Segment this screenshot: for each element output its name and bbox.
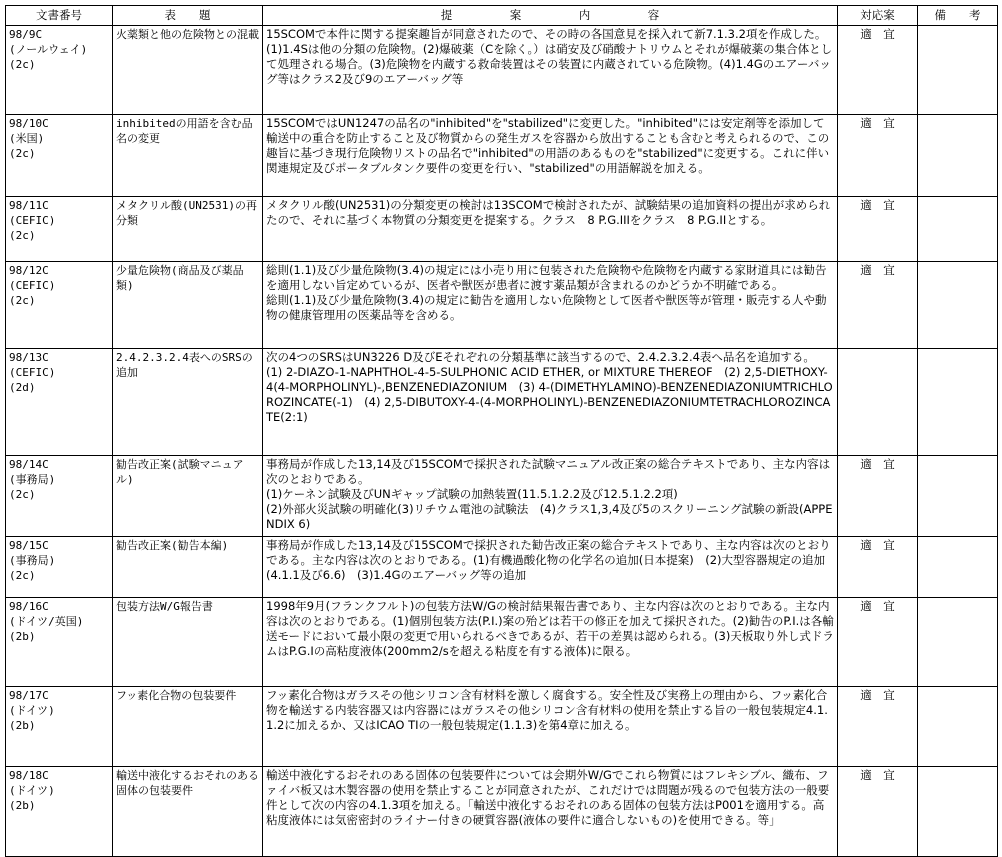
action-cell: 適 宜 [838,767,918,857]
doc-number-line: 98/15C [9,539,49,552]
doc-number-cell [6,115,113,197]
action-cell: 適 宜 [838,197,918,262]
title-cell: 勧告改正案(試験マニュアル) [113,456,263,537]
doc-number-line: (ドイツ) [9,704,55,717]
content-cell [263,349,838,456]
title-cell: 勧告改正案(勧告本編) [113,537,263,598]
content-paragraph: メタクリル酸(UN2531)の分類変更の検討は13SCOMで検討されたが、試験結果の追加資料の提出が求められたので、それに基づく本物質の分類変更を提案する。クラス 8 P.G.IIIをクラス 8 P.G.IIとする。 [266,198,831,227]
doc-number-line: (ドイツ/英国) [9,615,84,628]
action-cell: 適 宜 [838,26,918,115]
action-cell: 適 宜 [838,598,918,687]
content-paragraph: (1) 2-DIAZO-1-NAPHTHOL-4-5-SULPHONIC ACID ETHER, or MIXTURE THEREOF (2) 2,5-DIETHOXY-4(4-MORPHOLINYL)-,BENZENEDIAZONIUM (3) 4-(DIMETHYLAMINO)-BENZENEDIAZONIUMTRICHLOROZINCATE(-1) (4) 2,5-DIBUTOXY-4-(4-MORPHOLINYL)-BENZENEDIAZONIUMTETRACHLOROZINCATE(2:1) [266,365,833,424]
content-paragraph: (2)外部火災試験の明確化(3)リチウム電池の試験法 (4)クラス1,3,4及び5のスクリーニング試験の新設(APPENDIX 6) [266,502,833,531]
table-body [6,26,998,857]
doc-number-cell [6,687,113,767]
action-cell: 適 宜 [838,537,918,598]
table-row [6,115,998,197]
table-row [6,456,998,537]
header-row [6,6,998,26]
doc-number-line: (2b) [9,799,36,812]
content-cell [263,537,838,598]
content-paragraph: 事務局が作成した13,14及び15SCOMで採択された勧告改正案の総合テキストであり、主な内容は次のとおりである。主な内容は次のとおりである。(1)有機過酸化物の化学名の追加(日本提案) (2)大型容器規定の追加(4.1.1及び6.6) (3)1.4Gのエアーバッグ等の追加 [266,538,831,582]
content-cell [263,767,838,857]
remarks-cell [918,349,998,456]
table-row [6,26,998,115]
title-cell: 2.4.2.3.2.4表へのSRSの追加 [113,349,263,456]
table-row [6,197,998,262]
doc-number-line: (2c) [9,58,36,71]
action-cell: 適 宜 [838,115,918,197]
content-paragraph: (1)ケーネン試験及びUNギャップ試験の加熱装置(11.5.1.2.2及び12.5.1.2.2項) [266,487,678,501]
header-content: 提 案 内 容 [263,6,838,26]
content-paragraph: 15SCOMではUN1247の品名の"inhibited"を"stabilized"に変更した。"inhibited"には安定剤等を添加して輸送中の重合を防止すること及び物質からの発生ガスを容器から放出することも含むと考えられるので、この趣旨に基づき現行危険物リストの品名で"inhibited"の用語のあるものを"stabilized"に変更する。これに伴い関連規定及びポータブルタンク要件の変更を行い、"stabilized"の用語解説を加える。 [266,116,830,175]
doc-number-line: (2c) [9,569,36,582]
title-cell: 輸送中液化するおそれのある固体の包装要件 [113,767,263,857]
doc-number-cell [6,262,113,349]
doc-number-line: (事務局) [9,473,56,486]
content-cell [263,687,838,767]
content-cell [263,598,838,687]
doc-number-line: 98/12C [9,264,49,277]
remarks-cell [918,537,998,598]
doc-number-line: (2c) [9,147,36,160]
doc-number-line: 98/10C [9,117,49,130]
doc-number-line: (CEFIC) [9,214,56,227]
header-doc-no: 文書番号 [6,6,113,26]
doc-number-line: (2c) [9,294,36,307]
table-row [6,262,998,349]
doc-number-line: (2b) [9,719,36,732]
content-cell [263,197,838,262]
doc-number-cell [6,26,113,115]
doc-number-line: (米国) [9,132,45,145]
content-paragraph: 次の4つのSRSはUN3226 D及びEそれぞれの分類基準に該当するので、2.4.2.3.2.4表へ品名を追加する。 [266,350,815,364]
remarks-cell [918,197,998,262]
remarks-cell [918,456,998,537]
content-paragraph: 事務局が作成した13,14及び15SCOMで採択された試験マニュアル改正案の総合テキストであり、主な内容は次のとおりである。 [266,457,831,486]
doc-number-line: 98/11C [9,199,49,212]
doc-number-line: (2c) [9,229,36,242]
title-cell: 火薬類と他の危険物との混載 [113,26,263,115]
table-row [6,537,998,598]
doc-number-line: (2d) [9,381,36,394]
content-cell [263,456,838,537]
doc-number-line: 98/17C [9,689,49,702]
title-cell: フッ素化合物の包装要件 [113,687,263,767]
remarks-cell [918,115,998,197]
remarks-cell [918,767,998,857]
content-paragraph: 1998年9月(フランクフルト)の包装方法W/Gの検討結果報告書であり、主な内容は次のとおりである。主な内容は次のとおりである。(1)個別包装方法(P.I.)案の殆どは若干の修正を加えて採択された。(2)勧告のP.I.は各輸送モードにおいて最小限の変更で用いられるべきであるが、若干の差異は認められる。(3)天板取り外し式ドラムはP.G.Iの高粘度液体(200mm2/sを超える粘度を有する液体)に限る。 [266,599,834,658]
doc-number-line: 98/16C [9,600,49,613]
proposals-table [5,5,998,857]
content-paragraph: 総則(1.1)及び少量危険物(3.4)の規定に勧告を適用しない危険物として医者や獣医等が管理・販売する人や動物の健康管理用の医薬品等を含める。 [266,293,827,322]
doc-number-line: (事務局) [9,554,56,567]
doc-number-line: (ドイツ) [9,784,55,797]
content-cell [263,262,838,349]
remarks-cell [918,598,998,687]
header-title: 表 題 [113,6,263,26]
table-row [6,767,998,857]
doc-number-line: 98/18C [9,769,49,782]
content-cell [263,115,838,197]
doc-number-line: 98/14C [9,458,49,471]
remarks-cell [918,26,998,115]
doc-number-cell [6,598,113,687]
title-cell: 包装方法W/G報告書 [113,598,263,687]
doc-number-line: (CEFIC) [9,366,56,379]
remarks-cell [918,262,998,349]
content-paragraph: 総則(1.1)及び少量危険物(3.4)の規定には小売り用に包装された危険物や危険物を内蔵する家財道具には勧告を適用しない旨定めているが、医者や獣医が患者に渡す薬品類が含まれるのかどうか不明確である。 [266,263,827,292]
content-paragraph: 輸送中液化するおそれのある固体の包装要件については会期外W/Gでこれら物質にはフレキシブル、織布、ファイバ板又は木製容器の使用を禁止することが同意されたが、これだけでは問題が残るので包装方法の一般要件として次の内容の4.1.3項を加える。「輸送中液化するおそれのある固体の包装方法はP001を適用する。高粘度液体には気密密封のライナー付きの硬質容器(液体の要件に適合しないもの)を使用できる。等」 [266,768,830,827]
doc-number-line: (2c) [9,488,36,501]
table-row [6,598,998,687]
action-cell: 適 宜 [838,687,918,767]
action-cell: 適 宜 [838,262,918,349]
doc-number-cell [6,537,113,598]
doc-number-cell [6,456,113,537]
doc-number-line: (CEFIC) [9,279,56,292]
doc-number-cell [6,767,113,857]
content-paragraph: 15SCOMで本件に関する提案趣旨が同意されたので、その時の各国意見を採入れて新7.1.3.2項を作成した。(1)1.4Sは他の分類の危険物。(2)爆破薬（Cを除く。）は硝安及び硝酸ナトリウムとそれが爆破薬の集合体として処理される場合。(3)危険物を内蔵する救命装置はその装置に内蔵されている危険物。(4)1.4Gのエアーバッグ等はクラス2及び9のエアーバッグ等 [266,27,833,86]
doc-number-line: 98/9C [9,28,43,41]
doc-number-cell [6,349,113,456]
table-row [6,349,998,456]
content-cell [263,26,838,115]
doc-number-line: (2b) [9,630,36,643]
action-cell: 適 宜 [838,456,918,537]
table-row [6,687,998,767]
doc-number-cell [6,197,113,262]
header-remarks: 備 考 [918,6,998,26]
action-cell [838,349,918,456]
header-action: 対応案 [838,6,918,26]
doc-number-line: 98/13C [9,351,49,364]
title-cell: inhibitedの用語を含む品名の変更 [113,115,263,197]
doc-number-line: (ノールウェイ) [9,43,88,56]
remarks-cell [918,687,998,767]
title-cell: メタクリル酸(UN2531)の再分類 [113,197,263,262]
content-paragraph: フッ素化合物はガラスその他シリコン含有材料を激しく腐食する。安全性及び実務上の理由から、フッ素化合物を輸送する内装容器又は内容器にはガラスその他シリコン含有材料の使用を禁止する旨の一般包装規定4.1.1.2に加えるか、又はICAO TIの一般包装規定(1.1.3)を第4章に加える。 [266,688,828,732]
title-cell: 少量危険物(商品及び薬品類) [113,262,263,349]
